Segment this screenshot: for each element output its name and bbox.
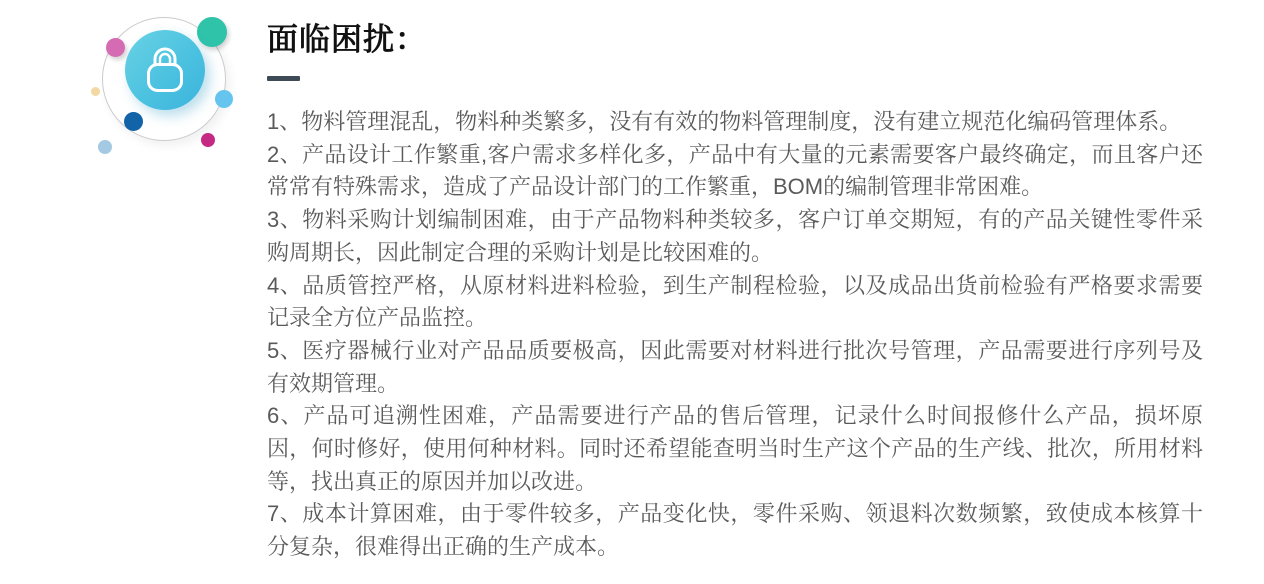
issue-list (267, 106, 1203, 564)
lock-icon (144, 43, 186, 98)
issue-item-5: 5、医疗器械行业对产品品质要极高，因此需要对材料进行批次号管理，产品需要进行序列号及有效期管理。 (267, 337, 1203, 396)
issue-item-1: 1、物料管理混乱，物料种类繁多，没有有效的物料管理制度，没有建立规范化编码管理体系。 (267, 109, 1182, 134)
issue-item-7: 7、成本计算困难，由于零件较多，产品变化快，零件采购、领退料次数频繁，致使成本核算十分复杂，很难得出正确的生产成本。 (267, 501, 1203, 560)
issue-item-4: 4、品质管控严格，从原材料进料检验，到生产制程检验，以及成品出货前检验有严格要求需要记录全方位产品监控。 (267, 272, 1203, 331)
decor-dot-cream (91, 87, 100, 96)
decor-dot-sky-blue (215, 90, 233, 108)
decor-dot-pale-blue (98, 140, 112, 154)
decor-dot-magenta (201, 133, 215, 147)
issue-item-6: 6、产品可追溯性困难，产品需要进行产品的售后管理，记录什么时间报修什么产品，损坏原因，何时修好，使用何种材料。同时还希望能查明当时生产这个产品的生产线、批次，所用材料等，找出真正的原因并加以改进。 (267, 403, 1203, 494)
page-title: 面临困扰： (267, 22, 427, 57)
section-header (267, 22, 427, 81)
lock-circle (125, 30, 205, 110)
decor-dot-pink (106, 38, 125, 57)
issue-item-2: 2、产品设计工作繁重,客户需求多样化多，产品中有大量的元素需要客户最终确定，而且客户还常常有特殊需求，造成了产品设计部门的工作繁重，BOM的编制管理非常困难。 (267, 141, 1203, 200)
decor-dot-dark-blue (124, 112, 143, 131)
title-accent-dash (267, 76, 300, 81)
issue-item-3: 3、物料采购计划编制困难，由于产品物料种类较多，客户订单交期短，有的产品关键性零件采购周期长，因此制定合理的采购计划是比较困难的。 (267, 207, 1203, 265)
lock-graphic (80, 0, 260, 170)
decor-dot-teal (197, 17, 227, 47)
